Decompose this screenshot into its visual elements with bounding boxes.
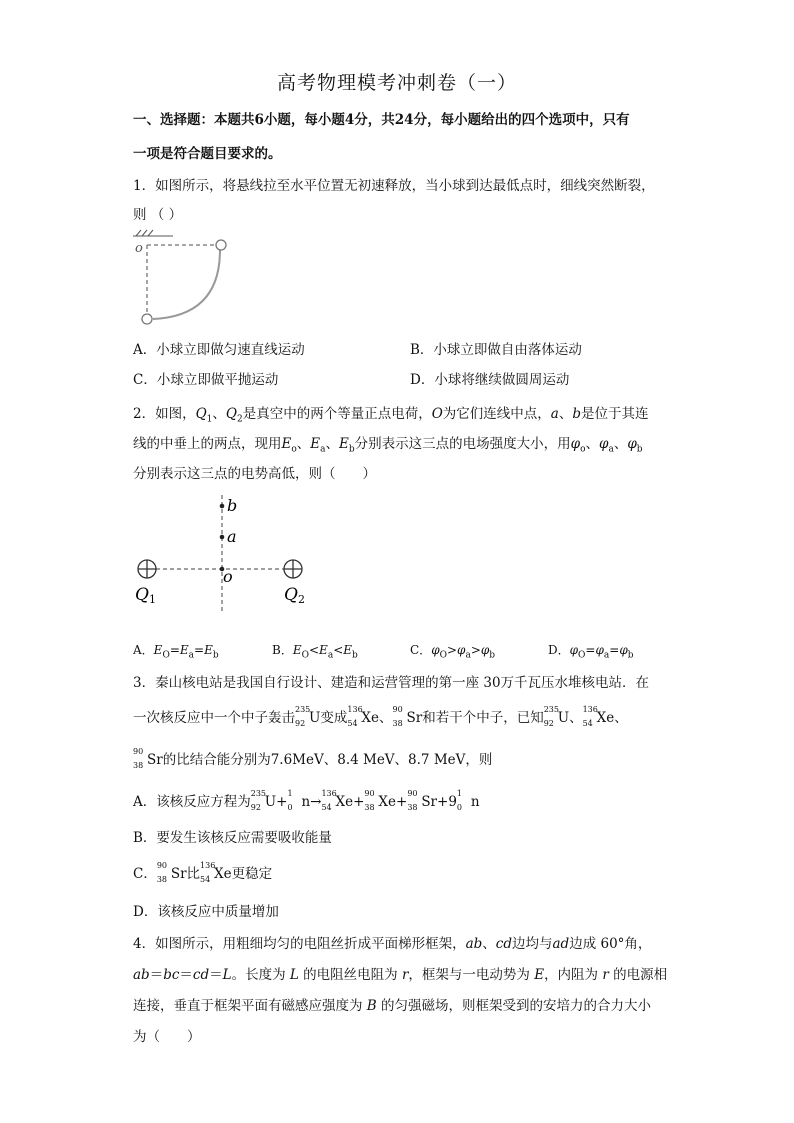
q4-stem-line3: 连接，垂直于框架平面有磁感应强度为 B 的匀强磁场，则框架受到的安培力的合力大小 [133, 998, 652, 1014]
charge-q2-label: Q2 [284, 585, 305, 606]
ball-start [216, 240, 226, 250]
q1-pivot-label: o [135, 241, 143, 256]
point-b-label: b [227, 496, 238, 515]
q2-stem-line1: 2．如图，$Q_1$、$Q_2$是真空中的两个等量正点电荷，O为它们连线中点，a、b是位于其连 [133, 406, 649, 425]
section-header-line2: 一项是符合题目要求的。 [133, 146, 282, 162]
ceiling-hatch [133, 230, 173, 236]
q4-stem-line2: ab＝bc＝cd＝L。长度为 L 的电阻丝电阻为 r，框架与一电动势为 E，内阻为 r 的电源相 [133, 967, 668, 983]
q3-stem-line2: 一次核反应中一个中子轰击 235 92 U变成 136 54 Xe、 90 38 Sr和若干个中子，已知 235 92 U、 136 54 Xe、 [133, 705, 628, 728]
q4-stem-line1: 4．如图所示，用粗细均匀的电阻丝折成平面梯形框架，ab、cd边均与ad边成 60°角， [133, 936, 652, 952]
ball-trajectory-arc [153, 250, 220, 319]
q1-option-d[interactable]: D．小球将继续做圆周运动 [410, 372, 570, 388]
ball-bottom [142, 314, 152, 324]
point-a-label: a [227, 527, 237, 546]
q1-pendulum-figure [128, 228, 238, 328]
q2-option-b[interactable]: B．$E_O<E_a<E_b$ [272, 643, 358, 661]
charge-q1-symbol [138, 560, 156, 578]
charge-q2-symbol [284, 560, 302, 578]
section-header-line1: 一、选择题：本题共6小题，每小题4分，共24分，每小题给出的四个选项中，只有 [133, 112, 630, 128]
q2-stem-line3: 分别表示这三点的电势高低，则（ ） [133, 466, 376, 482]
q1-option-a[interactable]: A．小球立即做匀速直线运动 [133, 342, 305, 358]
q4-stem-line4: 为（ ） [133, 1029, 201, 1045]
charge-q1-label: Q1 [135, 585, 156, 606]
point-a-dot [220, 535, 225, 540]
q1-stem-line2: 则 （ ） [133, 207, 183, 223]
q2-charges-figure [130, 493, 320, 613]
q3-stem-line1: 3．秦山核电站是我国自行设计、建造和运营管理的第一座 30万千瓦压水堆核电站．在 [133, 675, 650, 691]
point-b-dot [220, 504, 225, 509]
q1-stem-line1: 1．如图所示，将悬线拉至水平位置无初速释放，当小球到达最低点时，细线突然断裂， [133, 178, 655, 194]
q2-option-d[interactable]: D．$\varphi_O=\varphi_a=\varphi_b$ [548, 643, 634, 661]
q3-stem-line3: 90 38 Sr的比结合能分别为7.6MeV、8.4 MeV、8.7 MeV，则 [133, 747, 493, 770]
q2-option-c[interactable]: C．$\varphi_O>\varphi_a>\varphi_b$ [410, 643, 496, 661]
point-o-label: o [223, 567, 233, 586]
q3-option-c[interactable]: C． 90 38 Sr比 136 54 Xe更稳定 [133, 861, 273, 884]
q3-option-a[interactable]: A．该核反应方程为 235 92 U+ 1 0 n→ 136 54 Xe+ 90 38 Xe+ 90 38 Sr+9 1 0 n [133, 789, 480, 812]
q2-stem-line2: 线的中垂上的两点，现用$E_o$、$E_a$、$E_b$分别表示这三点的电场强度大小，用$\varphi_o$、$\varphi_a$、$\varphi_b$ [133, 436, 643, 455]
q3-option-d[interactable]: D．该核反应中质量增加 [133, 904, 279, 920]
q1-option-b[interactable]: B．小球立即做自由落体运动 [410, 342, 582, 358]
q1-option-c[interactable]: C．小球立即做平抛运动 [133, 372, 279, 388]
q3-option-b[interactable]: B．要发生该核反应需要吸收能量 [133, 830, 332, 846]
page-title: 高考物理模考冲刺卷（一） [276, 72, 517, 94]
q2-option-a[interactable]: A．$E_O=E_a=E_b$ [133, 643, 219, 661]
